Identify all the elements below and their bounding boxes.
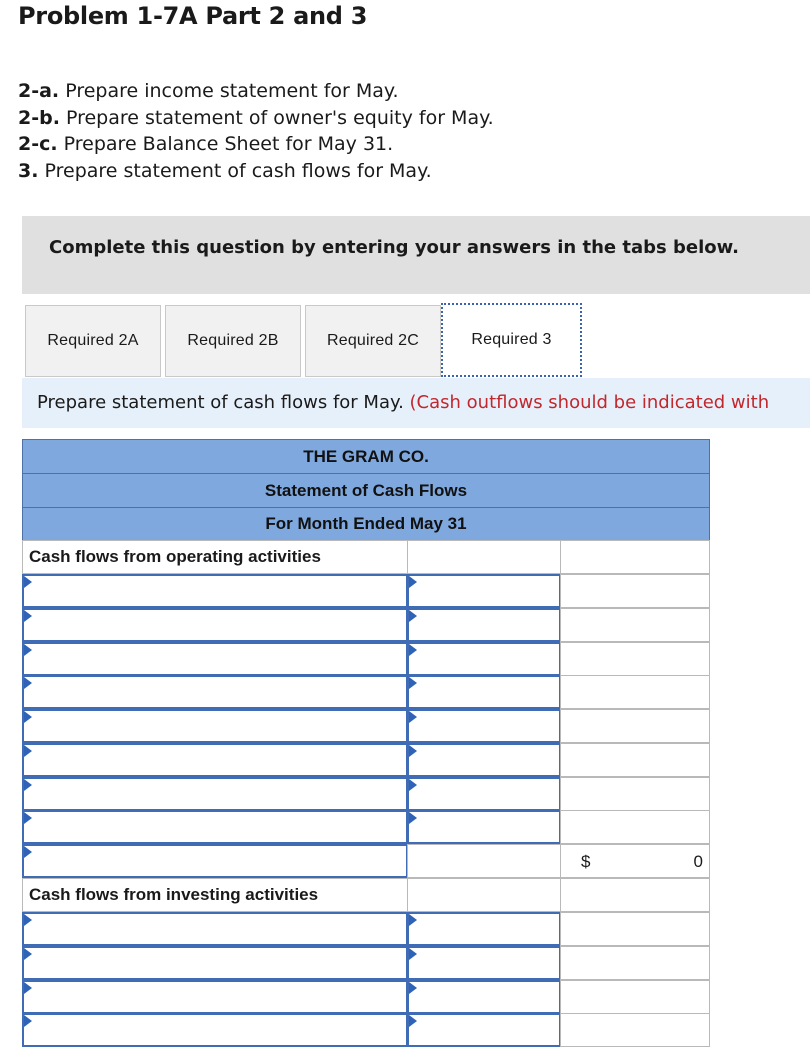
operating-total-cell (560, 844, 710, 878)
requirement-label: 2-c. (18, 133, 58, 156)
dropdown-marker-icon (24, 982, 32, 994)
account-name-input[interactable] (22, 777, 408, 811)
amount-input[interactable] (407, 574, 561, 608)
requirement-text: Prepare Balance Sheet for May 31. (57, 133, 394, 156)
dropdown-marker-icon (24, 677, 32, 689)
blank-cell (560, 574, 710, 608)
statement-title: Statement of Cash Flows (264, 480, 468, 500)
account-name-input[interactable] (22, 608, 408, 642)
account-name-input[interactable] (22, 946, 408, 980)
tab-required-3[interactable] (441, 303, 582, 377)
amount-input[interactable] (407, 608, 561, 642)
account-name-input[interactable] (22, 574, 408, 608)
dropdown-marker-icon (24, 948, 32, 960)
page-title: Problem 1-7A Part 2 and 3 (18, 2, 368, 30)
blank-cell (560, 878, 710, 912)
requirement-text: Prepare statement of owner's equity for May. (59, 106, 494, 129)
requirement-2a (18, 78, 494, 105)
requirements-list (18, 78, 494, 185)
amount-input[interactable] (407, 777, 561, 811)
section-operating-label (22, 540, 408, 574)
blank-cell (560, 642, 710, 676)
account-name-input[interactable] (22, 1013, 408, 1047)
amount-input[interactable] (407, 980, 561, 1014)
instruction-note: (Cash outflows should be indicated with (409, 392, 770, 413)
amount-input[interactable] (407, 1013, 561, 1047)
amount-input[interactable] (407, 912, 561, 946)
dropdown-marker-icon (409, 745, 417, 757)
dropdown-marker-icon (409, 576, 417, 588)
section-label: Cash flows from operating activities (29, 547, 321, 566)
section-investing-label (22, 878, 408, 912)
dropdown-marker-icon (24, 745, 32, 757)
blank-cell (560, 1013, 710, 1047)
blank-cell (407, 844, 561, 878)
total-value: 0 (693, 852, 703, 871)
account-name-input[interactable] (22, 912, 408, 946)
blank-cell (407, 878, 561, 912)
instruction-text: Prepare statement of cash flows for May. (37, 392, 410, 413)
dropdown-marker-icon (24, 610, 32, 622)
currency-symbol: $ (581, 852, 591, 871)
blank-cell (407, 540, 561, 574)
requirement-3 (18, 158, 494, 185)
requirement-text: Prepare statement of cash flows for May. (38, 160, 432, 183)
blank-cell (560, 777, 710, 811)
statement-period (22, 507, 710, 541)
dropdown-marker-icon (24, 914, 32, 926)
blank-cell (560, 912, 710, 946)
blank-cell (560, 946, 710, 980)
tab-required-2c[interactable] (305, 305, 441, 377)
amount-input[interactable] (407, 675, 561, 709)
dropdown-marker-icon (409, 677, 417, 689)
statement-name (22, 473, 710, 507)
dropdown-marker-icon (24, 846, 32, 858)
tab-label: Required 3 (471, 331, 552, 348)
amount-input[interactable] (407, 709, 561, 743)
dropdown-marker-icon (409, 948, 417, 960)
dropdown-marker-icon (24, 1015, 32, 1027)
account-name-input[interactable] (22, 743, 408, 777)
dropdown-marker-icon (24, 711, 32, 723)
blank-cell (560, 743, 710, 777)
blank-cell (560, 675, 710, 709)
company-name: THE GRAM CO. (303, 446, 429, 466)
amount-input[interactable] (407, 946, 561, 980)
amount-input[interactable] (407, 810, 561, 844)
account-name-input[interactable] (22, 675, 408, 709)
dropdown-marker-icon (24, 812, 32, 824)
amount-input[interactable] (407, 642, 561, 676)
dropdown-marker-icon (24, 644, 32, 656)
account-name-input[interactable] (22, 709, 408, 743)
blank-cell (560, 709, 710, 743)
operating-total-label-input[interactable] (22, 844, 408, 878)
dropdown-marker-icon (409, 779, 417, 791)
banner-text: Complete this question by entering your answers in the tabs below. (49, 237, 739, 258)
dropdown-marker-icon (24, 576, 32, 588)
amount-input[interactable] (407, 743, 561, 777)
requirement-label: 2-a. (18, 80, 60, 102)
requirement-2b (18, 105, 494, 132)
requirement-label: 2-b. (18, 106, 60, 129)
section-label: Cash flows from investing activities (29, 885, 319, 904)
tab-required-2b[interactable] (165, 305, 301, 377)
account-name-input[interactable] (22, 810, 408, 844)
tab-instruction (22, 378, 810, 428)
dropdown-marker-icon (409, 982, 417, 994)
dropdown-marker-icon (409, 914, 417, 926)
account-name-input[interactable] (22, 980, 408, 1014)
tab-required-2a[interactable] (25, 305, 161, 377)
statement-company (22, 439, 710, 473)
dropdown-marker-icon (409, 711, 417, 723)
dropdown-marker-icon (409, 644, 417, 656)
dropdown-marker-icon (24, 779, 32, 791)
dropdown-marker-icon (409, 812, 417, 824)
requirement-label: 3. (18, 160, 39, 183)
dropdown-marker-icon (409, 1015, 417, 1027)
tab-label: Required 2B (187, 332, 279, 349)
tab-label: Required 2C (326, 332, 420, 349)
dropdown-marker-icon (409, 610, 417, 622)
blank-cell (560, 540, 710, 574)
requirement-text: Prepare income statement for May. (59, 80, 399, 102)
account-name-input[interactable] (22, 642, 408, 676)
period-text: For Month Ended May 31 (265, 514, 467, 533)
instructions-banner (22, 216, 810, 294)
requirement-2c (18, 131, 494, 158)
blank-cell (560, 608, 710, 642)
blank-cell (560, 980, 710, 1014)
blank-cell (560, 810, 710, 844)
tab-label: Required 2A (47, 332, 139, 349)
